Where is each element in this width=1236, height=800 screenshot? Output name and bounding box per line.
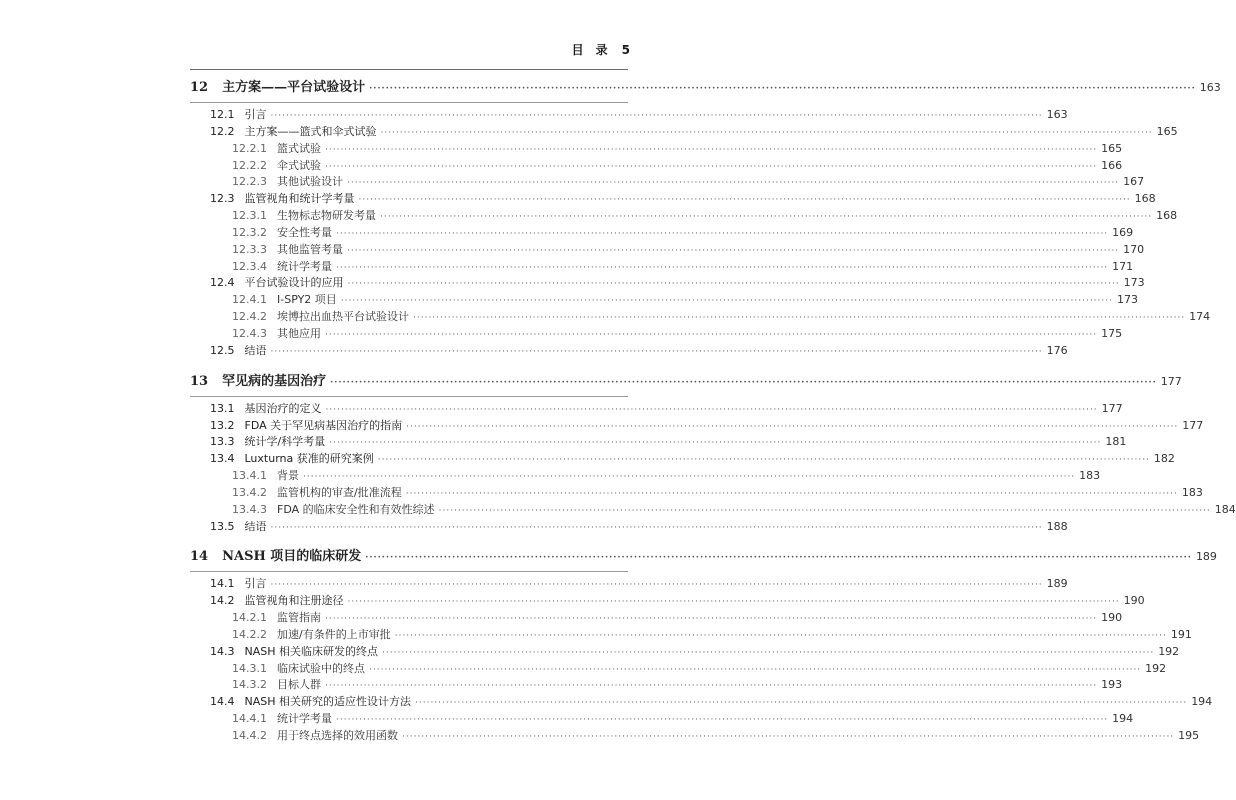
dot-leader: ········································································································································································································ xyxy=(347,178,1120,189)
chapter-heading[interactable] xyxy=(190,543,1217,572)
section-entry[interactable] xyxy=(190,191,1156,208)
page-number: 170 xyxy=(1123,242,1145,256)
page-number: 165 xyxy=(1101,141,1123,155)
subsection-entry[interactable] xyxy=(190,309,1211,326)
section-title: 平台试验设计的应用 xyxy=(244,276,344,290)
dot-leader: ········································································································································································································ xyxy=(380,212,1153,223)
section-number: 13.2 xyxy=(210,418,235,432)
page-number: 182 xyxy=(1153,452,1175,466)
section-entry[interactable] xyxy=(190,644,1180,661)
page-number: 168 xyxy=(1134,192,1156,206)
section-title: 引言 xyxy=(244,108,267,121)
dot-leader: ········································································································································································································ xyxy=(303,472,1076,483)
dot-leader: ········································································································································································································ xyxy=(336,262,1109,273)
section-number: 13.3 xyxy=(210,435,235,449)
section-number: 12.3.1 xyxy=(232,209,267,223)
dot-leader: ········································································································································································································ xyxy=(365,553,1192,564)
running-head-page: 5 xyxy=(621,43,630,57)
section-title: 其他应用 xyxy=(277,326,321,340)
page-number: 183 xyxy=(1079,469,1101,483)
subsection-entry[interactable] xyxy=(190,208,1178,225)
dot-leader: ········································································································································································································ xyxy=(438,505,1211,516)
section-title: I-SPY2 项目 xyxy=(277,293,337,307)
section-title: 其他试验设计 xyxy=(277,175,343,189)
section-title: 监管视角和注册途径 xyxy=(244,594,344,608)
dot-leader: ········································································································································································································ xyxy=(336,715,1109,726)
section-title: Luxturna 获准的研究案例 xyxy=(244,452,374,466)
dot-leader: ········································································································································································································ xyxy=(340,296,1113,307)
section-number: 14.4.1 xyxy=(232,712,267,726)
section-number: 12.3.2 xyxy=(232,225,267,239)
subsection-entry[interactable] xyxy=(190,242,1145,259)
section-title: 安全性考量 xyxy=(277,225,332,239)
chapter-gap xyxy=(190,360,628,368)
chapter-heading[interactable] xyxy=(190,74,1221,103)
page-number: 181 xyxy=(1105,435,1127,449)
section-number: 12.4.3 xyxy=(232,326,267,340)
section-number: 14.4.2 xyxy=(232,729,267,742)
page-number: 177 xyxy=(1182,418,1204,432)
subsection-entry[interactable] xyxy=(190,158,1123,175)
dot-leader: ········································································································································································································ xyxy=(270,111,1043,121)
dot-leader: ········································································································································································································ xyxy=(415,698,1188,709)
section-number: 12.2.1 xyxy=(232,141,267,155)
section-title: 主方案——平台试验设计 xyxy=(222,80,366,95)
section-title: 监管机构的审查/批准流程 xyxy=(277,485,402,499)
subsection-entry[interactable] xyxy=(190,627,1192,644)
page-number: 189 xyxy=(1046,577,1068,591)
section-number: 12.3.4 xyxy=(232,259,267,273)
section-number: 14.3.2 xyxy=(232,678,267,692)
page-number: 183 xyxy=(1181,485,1203,499)
section-number: 12.1 xyxy=(210,108,235,121)
dot-leader: ········································································································································································································ xyxy=(347,245,1120,256)
section-number: 12.2.3 xyxy=(232,175,267,189)
page-number: 165 xyxy=(1156,124,1178,138)
page-number: 189 xyxy=(1195,550,1217,564)
section-entry[interactable] xyxy=(190,401,1123,418)
page-number: 174 xyxy=(1189,310,1211,324)
section-title: NASH 相关临床研发的终点 xyxy=(244,644,379,658)
section-entry[interactable] xyxy=(190,275,1145,292)
subsection-entry[interactable] xyxy=(190,259,1134,276)
section-title: 统计学考量 xyxy=(277,712,332,726)
section-title: 目标人群 xyxy=(277,678,321,692)
page-number: 167 xyxy=(1123,175,1145,189)
dot-leader: ········································································································································································································ xyxy=(413,313,1186,324)
section-title: 监管指南 xyxy=(277,611,321,625)
section-entry[interactable] xyxy=(190,343,1068,360)
subsection-entry[interactable] xyxy=(190,141,1123,158)
dot-leader: ········································································································································································································ xyxy=(358,195,1131,206)
dot-leader: ········································································································································································································ xyxy=(270,580,1043,591)
dot-leader: ········································································································································································································ xyxy=(380,127,1153,138)
section-title: 罕见病的基因治疗 xyxy=(222,373,327,389)
section-entry[interactable] xyxy=(190,694,1213,711)
page-number: 194 xyxy=(1191,695,1213,709)
section-number: 12.5 xyxy=(210,343,235,357)
section-title: 引言 xyxy=(244,577,267,591)
dot-leader: ········································································································································································································ xyxy=(325,681,1098,692)
section-number: 12 xyxy=(190,80,209,95)
dot-leader: ········································································································································································································ xyxy=(347,279,1120,290)
dot-leader: ········································································································································································································ xyxy=(270,346,1043,357)
section-title: 埃博拉出血热平台试验设计 xyxy=(277,310,409,324)
subsection-entry[interactable] xyxy=(190,711,1134,728)
section-title: 基因治疗的定义 xyxy=(244,401,322,415)
section-number: 14.3 xyxy=(210,644,235,658)
section-number: 13.4.2 xyxy=(232,485,267,499)
page-number: 173 xyxy=(1116,293,1138,307)
subsection-entry[interactable] xyxy=(190,661,1167,678)
section-entry[interactable] xyxy=(190,576,1068,593)
section-number: 12.3 xyxy=(210,192,235,206)
page-number: 175 xyxy=(1101,326,1123,340)
section-number: 14.2.1 xyxy=(232,611,267,625)
page-number: 169 xyxy=(1112,225,1134,239)
page-number: 177 xyxy=(1160,374,1182,388)
section-number: 14.1 xyxy=(210,577,235,591)
page-number: 173 xyxy=(1123,276,1145,290)
page-number: 194 xyxy=(1112,712,1134,726)
section-title: 生物标志物研发考量 xyxy=(277,209,376,223)
section-entry[interactable] xyxy=(190,519,1068,536)
page-number: 193 xyxy=(1101,678,1123,692)
subsection-entry[interactable] xyxy=(190,292,1138,309)
dot-leader: ········································································································································································································ xyxy=(402,732,1175,742)
section-number: 13 xyxy=(190,373,209,389)
section-title: 其他监管考量 xyxy=(277,242,343,256)
header-rule xyxy=(190,69,628,70)
section-entry[interactable] xyxy=(190,124,1178,141)
subsection-entry[interactable] xyxy=(190,174,1145,191)
section-number: 12.2 xyxy=(210,124,235,138)
section-title: 结语 xyxy=(244,343,267,357)
section-number: 14.4 xyxy=(210,695,235,709)
section-title: FDA 的临床安全性和有效性综述 xyxy=(277,502,435,516)
subsection-entry[interactable] xyxy=(190,468,1101,485)
section-number: 13.1 xyxy=(210,401,235,415)
subsection-entry[interactable] xyxy=(190,610,1123,627)
dot-leader: ········································································································································································································ xyxy=(325,614,1098,625)
dot-leader: ········································································································································································································ xyxy=(377,455,1150,466)
page-number: 163 xyxy=(1199,81,1221,94)
section-number: 13.4 xyxy=(210,452,235,466)
section-number: 12.4.1 xyxy=(232,293,267,307)
section-title: 监管视角和统计学考量 xyxy=(244,192,355,206)
dot-leader: ········································································································································································································ xyxy=(330,377,1157,388)
page-number: 166 xyxy=(1101,158,1123,172)
dot-leader: ········································································································································································································ xyxy=(325,144,1098,155)
section-number: 13.4.1 xyxy=(232,469,267,483)
page-number: 184 xyxy=(1214,502,1236,516)
dot-leader: ········································································································································································································ xyxy=(325,404,1098,415)
dot-leader: ········································································································································································································ xyxy=(369,664,1142,675)
section-number: 12.2.2 xyxy=(232,158,267,172)
section-title: 主方案——篮式和伞式试验 xyxy=(244,124,377,138)
dot-leader: ········································································································································································································ xyxy=(347,597,1120,608)
page-number: 168 xyxy=(1156,209,1178,223)
subsection-entry[interactable] xyxy=(190,728,1200,745)
section-title: 伞式试验 xyxy=(277,158,321,172)
subsection-entry[interactable] xyxy=(190,502,1236,519)
dot-leader: ········································································································································································································ xyxy=(394,630,1167,641)
page-number: 176 xyxy=(1046,343,1068,357)
page-number: 195 xyxy=(1178,729,1200,742)
page-number: 192 xyxy=(1158,644,1180,658)
section-entry[interactable] xyxy=(190,434,1127,451)
running-head xyxy=(540,41,630,58)
section-number: 12.4 xyxy=(210,276,235,290)
section-entry[interactable] xyxy=(190,451,1175,468)
dot-leader: ········································································································································································································ xyxy=(369,84,1196,94)
section-number: 14 xyxy=(190,549,209,565)
section-number: 12.4.2 xyxy=(232,310,267,324)
subsection-entry[interactable] xyxy=(190,485,1203,502)
section-number: 14.2 xyxy=(210,594,235,608)
dot-leader: ········································································································································································································ xyxy=(336,228,1109,239)
section-entry[interactable] xyxy=(190,593,1145,610)
section-title: 临床试验中的终点 xyxy=(277,661,365,675)
section-title: 统计学/科学考量 xyxy=(244,435,326,449)
section-number: 13.4.3 xyxy=(232,502,267,516)
dot-leader: ········································································································································································································ xyxy=(382,647,1155,658)
section-title: 结语 xyxy=(244,519,267,533)
dot-leader: ········································································································································································································ xyxy=(325,161,1098,172)
chapter-heading[interactable] xyxy=(190,368,1182,397)
dot-leader: ········································································································································································································ xyxy=(270,522,1043,533)
section-entry[interactable] xyxy=(190,107,1068,124)
section-number: 14.2.2 xyxy=(232,627,267,641)
section-title: 用于终点选择的效用函数 xyxy=(277,729,398,742)
dot-leader: ········································································································································································································ xyxy=(405,488,1178,499)
section-entry[interactable] xyxy=(190,418,1204,435)
section-number: 12.3.3 xyxy=(232,242,267,256)
section-title: 统计学考量 xyxy=(277,259,332,273)
page-number: 190 xyxy=(1101,611,1123,625)
section-title: NASH 相关研究的适应性设计方法 xyxy=(244,695,412,709)
page-number: 177 xyxy=(1101,401,1123,415)
subsection-entry[interactable] xyxy=(190,326,1123,343)
dot-leader: ········································································································································································································ xyxy=(325,329,1098,340)
page-number: 163 xyxy=(1046,108,1068,121)
table-of-contents xyxy=(190,74,1236,745)
section-title: FDA 关于罕见病基因治疗的指南 xyxy=(244,418,403,432)
subsection-entry[interactable] xyxy=(190,225,1134,242)
page-number: 190 xyxy=(1123,594,1145,608)
section-title: 加速/有条件的上市审批 xyxy=(277,627,391,641)
page-number: 171 xyxy=(1112,259,1134,273)
section-number: 13.5 xyxy=(210,519,235,533)
page-number: 192 xyxy=(1145,661,1167,675)
dot-leader: ········································································································································································································ xyxy=(329,438,1102,449)
section-title: 背景 xyxy=(277,469,299,483)
section-title: 篮式试验 xyxy=(277,141,321,155)
section-title: NASH 项目的临床研发 xyxy=(222,549,362,565)
running-head-label: 目 录 xyxy=(571,43,608,57)
page-number: 188 xyxy=(1046,519,1068,533)
page-number: 191 xyxy=(1170,627,1192,641)
dot-leader: ········································································································································································································ xyxy=(406,421,1179,432)
subsection-entry[interactable] xyxy=(190,677,1123,694)
chapter-gap xyxy=(190,535,628,543)
section-number: 14.3.1 xyxy=(232,661,267,675)
